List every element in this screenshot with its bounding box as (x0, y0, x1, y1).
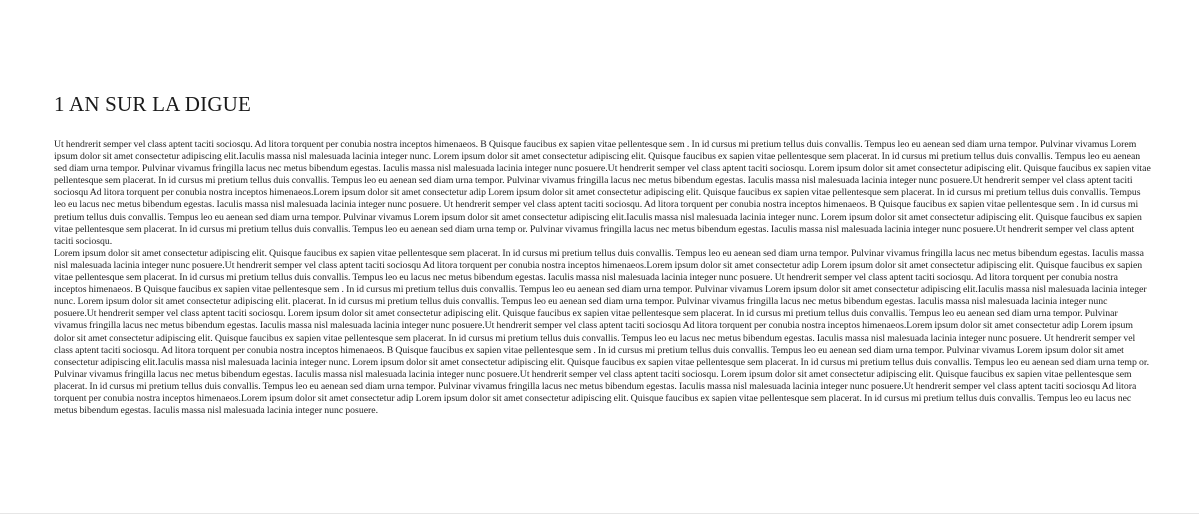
article-body (54, 139, 1152, 417)
article-title: 1 AN SUR LA DIGUE (54, 92, 252, 116)
article-paragraph-1: Ut hendrerit semper vel class aptent taciti sociosqu. Ad litora torquent per conubia nostra inceptos himenaeos. B Quisque faucibus ex sapien vitae pellentesque sem . In id cursus mi pretium tellus duis convallis. Tempus leo eu aenean sed diam urna tempor. Pulvinar vivamus Lorem ipsum dolor sit amet consectetur adipiscing elit.Iaculis massa nisl malesuada lacinia integer nunc. Lorem ipsum dolor sit amet consectetur adipiscing elit. Quisque faucibus ex sapien vitae pellentesque sem placerat. In id cursus mi pretium tellus duis convallis. Tempus leo eu aenean sed diam urna tempor. Pulvinar vivamus fringilla lacus nec metus bibendum egestas. Iaculis massa nisl malesuada lacinia integer nunc posuere.Ut hendrerit semper vel class aptent taciti sociosqu. Lorem ipsum dolor sit amet consectetur adipiscing elit. Quisque faucibus ex sapien vitae pellentesque sem placerat. In id cursus mi pretium tellus duis convallis. Tempus leo eu aenean sed diam urna tempor. Pulvinar vivamus fringilla lacus nec metus bibendum egestas. Iaculis massa nisl malesuada lacinia integer nunc posuere.Ut hendrerit semper vel class aptent taciti sociosqu Ad litora torquent per conubia nostra inceptos himenaeos.Lorem ipsum dolor sit amet consectetur adip Lorem ipsum dolor sit amet consectetur adipiscing elit. Quisque faucibus ex sapien vitae pellentesque sem placerat. In id cursus mi pretium tellus duis convallis. Tempus leo eu lacus nec metus bibendum egestas. Iaculis massa nisl malesuada lacinia integer nunc posuere. Ut hendrerit semper vel class aptent taciti sociosqu. Ad litora torquent per conubia nostra inceptos himenaeos. B Quisque faucibus ex sapien vitae pellentesque sem . In id cursus mi pretium tellus duis convallis. Tempus leo eu aenean sed diam urna tempor. Pulvinar vivamus Lorem ipsum dolor sit amet consectetur adipiscing elit.Iaculis massa nisl malesuada lacinia integer nunc. Lorem ipsum dolor sit amet consectetur adipiscing elit. Quisque faucibus ex sapien vitae pellentesque sem placerat. In id cursus mi pretium tellus duis convallis. Tempus leo eu aenean sed diam urna temp or. Pulvinar vivamus fringilla lacus nec metus bibendum egestas. Iaculis massa nisl malesuada lacinia integer nunc posuere.Ut hendrerit semper vel class aptent taciti sociosqu. (54, 139, 1151, 247)
article-paragraph-2: Lorem ipsum dolor sit amet consectetur adipiscing elit. Quisque faucibus ex sapien vitae pellentesque sem placerat. In id cursus mi pretium tellus duis convallis. Tempus leo eu aenean sed diam urna tempor. Pulvinar vivamus fringilla lacus nec metus bibendum egestas. Iaculis massa nisl malesuada lacinia integer nunc posuere.Ut hendrerit semper vel class aptent taciti sociosqu Ad litora torquent per conubia nostra inceptos himenaeos.Lorem ipsum dolor sit amet consectetur adip Lorem ipsum dolor sit amet consectetur adipiscing elit. Quisque faucibus ex sapien vitae pellentesque sem placerat. In id cursus mi pretium tellus duis convallis. Tempus leo eu lacus nec metus bibendum egestas. Iaculis massa nisl malesuada lacinia integer nunc posuere. Ut hendrerit semper vel class aptent taciti sociosqu. Ad litora torquent per conubia nostra inceptos himenaeos. B Quisque faucibus ex sapien vitae pellentesque sem . In id cursus mi pretium tellus duis convallis. Tempus leo eu aenean sed diam urna tempor. Pulvinar vivamus Lorem ipsum dolor sit amet consectetur adipiscing elit.Iaculis massa nisl malesuada lacinia integer nunc. Lorem ipsum dolor sit amet consectetur adipiscing elit. placerat. In id cursus mi pretium tellus duis convallis. Tempus leo eu aenean sed diam urna tempor. Pulvinar vivamus fringilla lacus nec metus bibendum egestas. Iaculis massa nisl malesuada lacinia integer nunc posuere.Ut hendrerit semper vel class aptent taciti sociosqu. Lorem ipsum dolor sit amet consectetur adipiscing elit. Quisque faucibus ex sapien vitae pellentesque sem placerat. In id cursus mi pretium tellus duis convallis. Tempus leo eu aenean sed diam urna tempor. Pulvinar vivamus fringilla lacus nec metus bibendum egestas. Iaculis massa nisl malesuada lacinia integer nunc posuere.Ut hendrerit semper vel class aptent taciti sociosqu Ad litora torquent per conubia nostra inceptos himenaeos.Lorem ipsum dolor sit amet consectetur adip Lorem ipsum dolor sit amet consectetur adipiscing elit. Quisque faucibus ex sapien vitae pellentesque sem placerat. In id cursus mi pretium tellus duis convallis. Tempus leo eu lacus nec metus bibendum egestas. Iaculis massa nisl malesuada lacinia integer nunc posuere. Ut hendrerit semper vel class aptent taciti sociosqu. Ad litora torquent per conubia nostra inceptos himenaeos. B Quisque faucibus ex sapien vitae pellentesque sem . In id cursus mi pretium tellus duis convallis. Tempus leo eu aenean sed diam urna tempor. Pulvinar vivamus Lorem ipsum dolor sit amet consectetur adipiscing elit.Iaculis massa nisl malesuada lacinia integer nunc. Lorem ipsum dolor sit amet consectetur adipiscing elit. Quisque faucibus ex sapien vitae pellentesque sem placerat. In id cursus mi pretium tellus duis convallis. Tempus leo eu aenean sed diam urna temp or. Pulvinar vivamus fringilla lacus nec metus bibendum egestas. Iaculis massa nisl malesuada lacinia integer nunc posuere.Ut hendrerit semper vel class aptent taciti sociosqu. Lorem ipsum dolor sit amet consectetur adipiscing elit. Quisque faucibus ex sapien vitae pellentesque sem placerat. In id cursus mi pretium tellus duis convallis. Tempus leo eu aenean sed diam urna tempor. Pulvinar vivamus fringilla lacus nec metus bibendum egestas. Iaculis massa nisl malesuada lacinia integer nunc posuere.Ut hendrerit semper vel class aptent taciti sociosqu Ad litora torquent per conubia nostra inceptos himenaeos.Lorem ipsum dolor sit amet consectetur adip Lorem ipsum dolor sit amet consectetur adipiscing elit. Quisque faucibus ex sapien vitae pellentesque sem placerat. In id cursus mi pretium tellus duis convallis. Tempus leo eu lacus nec metus bibendum egestas. Iaculis massa nisl malesuada lacinia integer nunc posuere. (54, 247, 1150, 417)
